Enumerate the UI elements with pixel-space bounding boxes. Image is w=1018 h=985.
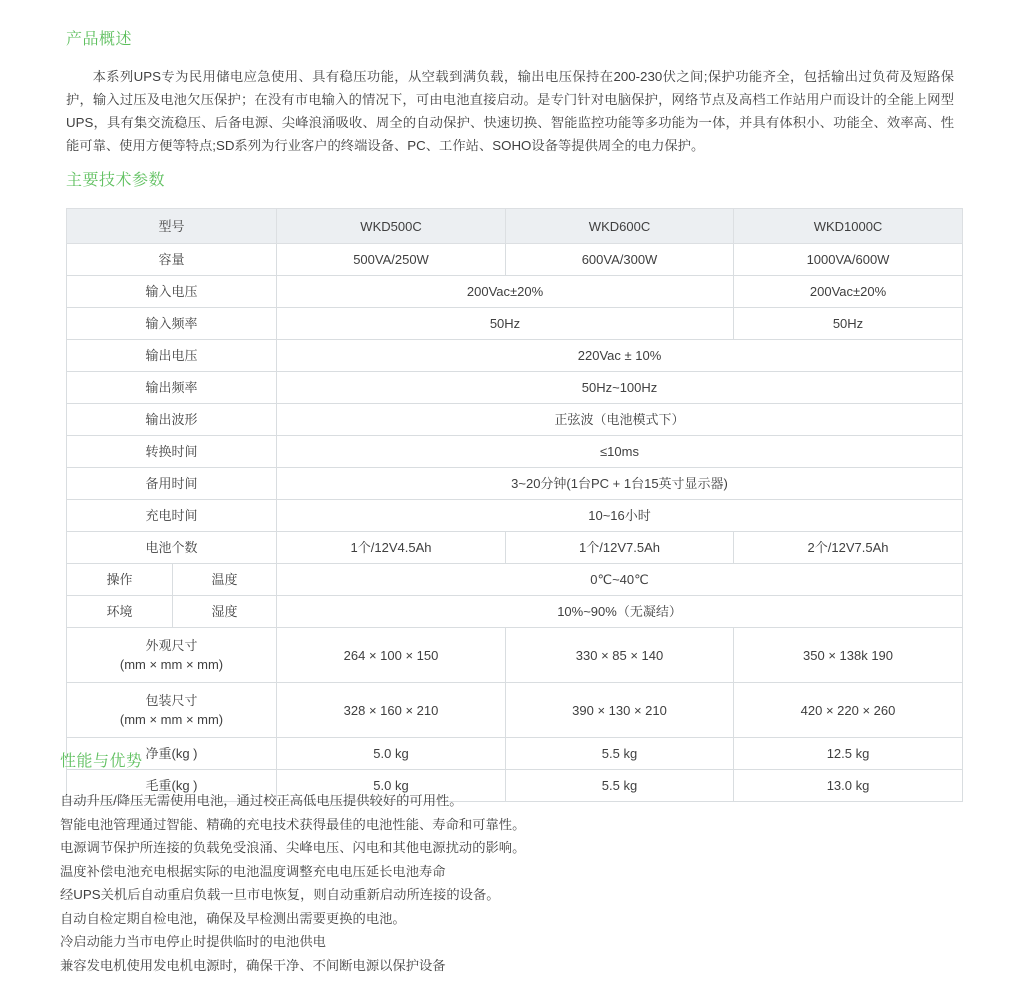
table-row-dimension — [67, 628, 963, 683]
table-row — [67, 468, 963, 500]
row-cell: 600VA/300W — [506, 244, 734, 276]
row-label: 输入频率 — [67, 308, 277, 340]
row-cell: 50Hz — [734, 308, 963, 340]
row-cell: 264 × 100 × 150 — [277, 628, 506, 683]
row-cell: 3~20分钟(1台PC + 1台15英寸显示器) — [277, 468, 963, 500]
row-cell: ≤10ms — [277, 436, 963, 468]
row-cell: 13.0 kg — [734, 770, 963, 802]
row-label: 转换时间 — [67, 436, 277, 468]
row-cell: 420 × 220 × 260 — [734, 683, 963, 738]
row-label: 温度 — [173, 564, 277, 596]
advantages-list — [60, 789, 960, 977]
row-cell: 200Vac±20% — [734, 276, 963, 308]
row-cell: 0℃~40℃ — [277, 564, 963, 596]
row-cell: 1个/12V7.5Ah — [506, 532, 734, 564]
specifications-table — [66, 208, 963, 802]
table-row — [67, 532, 963, 564]
row-cell: 5.0 kg — [277, 770, 506, 802]
row-cell: 350 × 138k 190 — [734, 628, 963, 683]
dimension-name: 外观尺寸 — [145, 638, 198, 653]
row-label: 输入电压 — [67, 276, 277, 308]
row-label: 湿度 — [173, 596, 277, 628]
row-cell: 200Vac±20% — [277, 276, 734, 308]
row-label: 电池个数 — [67, 532, 277, 564]
table-header-model-2: WKD600C — [506, 209, 734, 244]
row-label: 容量 — [67, 244, 277, 276]
row-cell: 390 × 130 × 210 — [506, 683, 734, 738]
list-item: 智能电池管理通过智能、精确的充电技术获得最佳的电池性能、寿命和可靠性。 — [60, 816, 526, 832]
row-cell: 5.5 kg — [506, 738, 734, 770]
table-row — [67, 276, 963, 308]
list-item: 兼容发电机使用发电机电源时，确保干净、不间断电源以保护设备 — [60, 957, 446, 973]
row-cell: 2个/12V7.5Ah — [734, 532, 963, 564]
row-cell: 10%~90%（无凝结） — [277, 596, 963, 628]
dimension-unit: (mm × mm × mm) — [119, 657, 224, 672]
table-row-environment — [67, 564, 963, 596]
row-cell: 5.0 kg — [277, 738, 506, 770]
specifications-heading: 主要技术参数 — [66, 172, 166, 189]
row-group-label: 操作 — [67, 564, 173, 596]
table-row — [67, 436, 963, 468]
dimension-unit: (mm × mm × mm) — [119, 712, 224, 727]
table-header-row — [67, 209, 963, 244]
row-label — [67, 628, 277, 683]
row-label: 净重(kg ) — [67, 738, 277, 770]
row-label: 输出频率 — [67, 372, 277, 404]
row-cell: 500VA/250W — [277, 244, 506, 276]
list-item: 温度补偿电池充电根据实际的电池温度调整充电电压延长电池寿命 — [60, 863, 446, 879]
list-item: 电源调节保护所连接的负载免受浪涌、尖峰电压、闪电和其他电源扰动的影响。 — [60, 840, 526, 855]
table-header-model-1: WKD500C — [277, 209, 506, 244]
advantages-section — [60, 748, 960, 977]
row-cell: 1个/12V4.5Ah — [277, 532, 506, 564]
list-item: 自动升压/降压无需使用电池，通过校正高低电压提供较好的可用性。 — [60, 793, 463, 808]
advantages-heading: 性能与优势 — [60, 753, 143, 770]
dimension-name: 包装尺寸 — [145, 693, 198, 708]
table-row — [67, 372, 963, 404]
row-label — [67, 683, 277, 738]
row-label: 充电时间 — [67, 500, 277, 532]
table-row-dimension — [67, 683, 963, 738]
row-cell: 330 × 85 × 140 — [506, 628, 734, 683]
specifications-section — [66, 167, 962, 802]
row-cell: 12.5 kg — [734, 738, 963, 770]
table-row — [67, 404, 963, 436]
row-label: 输出电压 — [67, 340, 277, 372]
product-overview-paragraph: 本系列UPS专为民用储电应急使用、具有稳压功能，从空载到满负载，输出电压保持在200-230伏之间;保护功能齐全，包括输出过负荷及短路保护，输入过压及电池欠压保护；在没有市电输入的情况下，可由电池直接启动。是专门针对电脑保护，网络节点及高档工作站用户而设计的全能上网型UPS，具有集交流稳压、后备电源、尖峰浪涌吸收、周全的自动保护、快速切换、智能监控功能等多功能为一体，并具有体积小、功能全、效率高、性能可靠、使用方便等特点;SD系列为行业客户的终端设备、PC、工作站、SOHO设备等提供周全的电力保护。 — [66, 69, 954, 153]
row-cell: 正弦波（电池模式下） — [277, 404, 963, 436]
row-label: 输出波形 — [67, 404, 277, 436]
row-cell: 1000VA/600W — [734, 244, 963, 276]
list-item: 经UPS关机后自动重启负载一旦市电恢复，则自动重新启动所连接的设备。 — [60, 887, 500, 902]
row-cell: 328 × 160 × 210 — [277, 683, 506, 738]
table-row-environment — [67, 596, 963, 628]
table-row — [67, 308, 963, 340]
list-item: 冷启动能力当市电停止时提供临时的电池供电 — [60, 934, 326, 949]
table-row — [67, 340, 963, 372]
row-cell: 10~16小时 — [277, 500, 963, 532]
table-header-label: 型号 — [67, 209, 277, 244]
row-cell: 5.5 kg — [506, 770, 734, 802]
product-overview-heading: 产品概述 — [66, 31, 133, 48]
row-cell: 220Vac ± 10% — [277, 340, 963, 372]
list-item: 自动自检定期自检电池，确保及早检测出需要更换的电池。 — [60, 910, 406, 926]
row-cell: 50Hz~100Hz — [277, 372, 963, 404]
table-row — [67, 500, 963, 532]
row-label: 毛重(kg ) — [67, 770, 277, 802]
row-group-label: 环境 — [67, 596, 173, 628]
row-cell: 50Hz — [277, 308, 734, 340]
table-header-model-3: WKD1000C — [734, 209, 963, 244]
row-label: 备用时间 — [67, 468, 277, 500]
product-overview-section — [66, 26, 954, 157]
table-row — [67, 244, 963, 276]
